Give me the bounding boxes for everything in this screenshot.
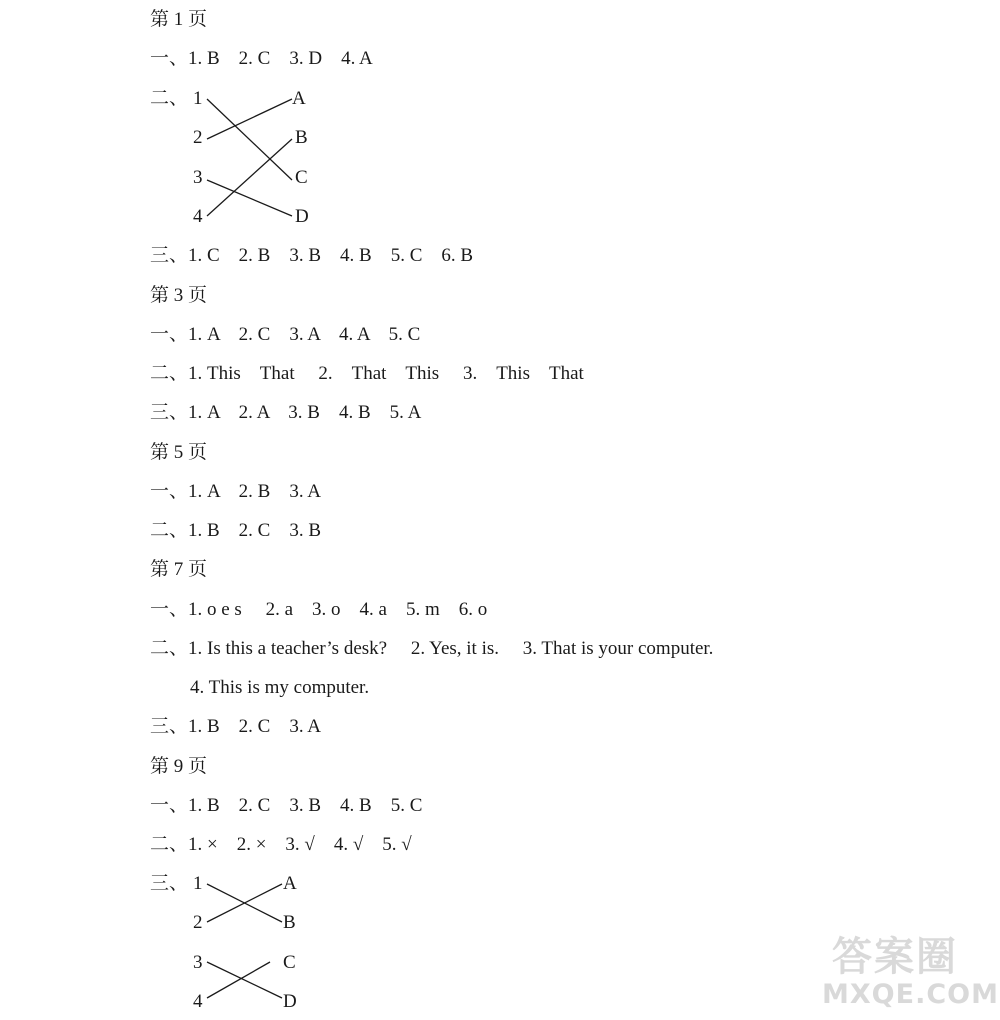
answer-line: 二、1. B 2. C 3. B — [150, 520, 322, 541]
match-right-item: A — [292, 88, 306, 109]
question-prefix: 三、 — [150, 873, 189, 894]
page-label: 第 1 页 — [150, 9, 208, 30]
match-line — [207, 139, 292, 216]
answer-line: 三、1. A 2. A 3. B 4. B 5. A — [150, 402, 422, 423]
match-right-item: B — [295, 127, 308, 148]
answer-line: 二、1. Is this a teacher’s desk? 2. Yes, it is. 3. That is your computer. — [150, 638, 714, 659]
match-left-item: 4 — [193, 991, 203, 1012]
match-right-item: C — [283, 952, 296, 973]
answer-line: 一、1. B 2. C 3. B 4. B 5. C — [150, 795, 423, 816]
match-right-item: B — [283, 912, 296, 933]
match-right-item: A — [283, 873, 297, 894]
answer-line-continued: 4. This is my computer. — [190, 677, 370, 698]
match-left-item: 2 — [193, 127, 203, 148]
answer-line: 三、1. B 2. C 3. A — [150, 716, 322, 737]
page-label: 第 7 页 — [150, 559, 208, 580]
page-label: 第 9 页 — [150, 756, 208, 777]
answer-line: 二、1. × 2. × 3. √ 4. √ 5. √ — [150, 834, 412, 855]
match-left-item: 3 — [193, 952, 203, 973]
answer-line: 一、1. o e s 2. a 3. o 4. a 5. m 6. o — [150, 599, 488, 620]
match-line — [207, 962, 282, 998]
match-left-item: 1 — [193, 873, 203, 894]
match-right-item: D — [295, 206, 309, 227]
watermark-url: MXQE.COM — [822, 979, 999, 1010]
answer-line: 一、1. B 2. C 3. D 4. A — [150, 48, 373, 69]
watermark-chinese: 答案圈 — [832, 934, 958, 980]
match-line — [207, 99, 292, 139]
match-line — [207, 180, 292, 216]
match-right-item: D — [283, 991, 297, 1012]
match-line — [207, 99, 292, 180]
answer-line: 一、1. A 2. C 3. A 4. A 5. C — [150, 324, 421, 345]
answer-line: 二、1. This That 2. That This 3. This That — [150, 363, 584, 384]
page-label: 第 3 页 — [150, 285, 208, 306]
answer-line: 一、1. A 2. B 3. A — [150, 481, 322, 502]
match-left-item: 4 — [193, 206, 203, 227]
answer-line: 三、1. C 2. B 3. B 4. B 5. C 6. B — [150, 245, 474, 266]
page-label: 第 5 页 — [150, 442, 208, 463]
match-left-item: 1 — [193, 88, 203, 109]
match-left-item: 2 — [193, 912, 203, 933]
question-prefix: 二、 — [150, 88, 189, 109]
match-line — [207, 962, 270, 998]
watermark-logo — [822, 925, 999, 1015]
match-left-item: 3 — [193, 167, 203, 188]
match-right-item: C — [295, 167, 308, 188]
